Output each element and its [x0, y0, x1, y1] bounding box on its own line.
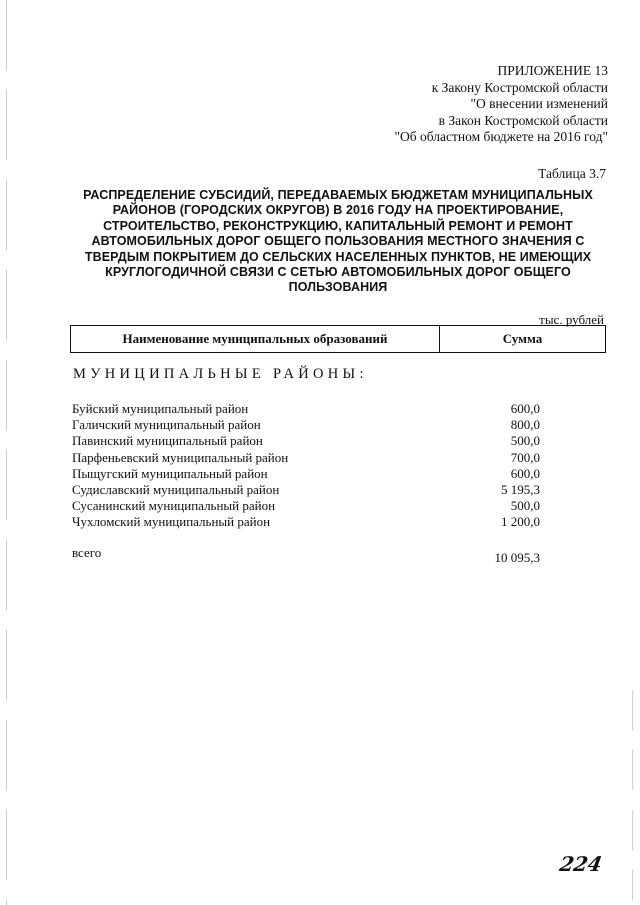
table-row — [72, 514, 612, 530]
total-label: всего — [72, 545, 102, 560]
scan-edge-right — [632, 690, 633, 900]
appendix-line: "Об областном бюджете на 2016 год" — [394, 129, 608, 144]
row-name: Судиславский муниципальный район — [72, 481, 280, 497]
table-row — [72, 417, 612, 433]
row-value: 600,0 — [510, 401, 540, 416]
row-value: 800,0 — [510, 417, 540, 433]
row-name: Сусанинский муниципальный район — [72, 498, 276, 514]
title-line: ТВЕРДЫМ ПОКРЫТИЕМ ДО СЕЛЬСКИХ НАСЕЛЕННЫХ ПУНКТОВ, НЕ ИМЕЮЩИХ — [84, 249, 592, 264]
row-value: 5 195,3 — [501, 481, 540, 497]
row-value: 1 200,0 — [501, 514, 540, 530]
row-value: 500,0 — [510, 433, 540, 449]
table-row — [72, 466, 612, 482]
row-name: Чухломский муниципальный район — [72, 514, 271, 530]
total-value: 10 095,3 — [494, 550, 540, 565]
title-line: СТРОИТЕЛЬСТВО, РЕКОНСТРУКЦИЮ, КАПИТАЛЬНЫЙ РЕМОНТ И РЕМОНТ — [103, 218, 573, 233]
table-row — [72, 498, 612, 514]
title-line: ПОЛЬЗОВАНИЯ — [288, 280, 388, 295]
row-value: 500,0 — [510, 498, 540, 514]
appendix-line: к Закону Костромской области — [431, 79, 608, 95]
title-line: КРУГЛОГОДИЧНОЙ СВЯЗИ С СЕТЬЮ АВТОМОБИЛЬНЫХ ДОРОГ ОБЩЕГО — [105, 265, 571, 280]
row-name: Пыщугский муниципальный район — [72, 465, 268, 481]
column-header-sum: Сумма — [502, 331, 543, 346]
appendix-line: в Закон Костромской области — [438, 112, 608, 128]
title-line: РАЙОНОВ (ГОРОДСКИХ ОКРУГОВ) В 2016 ГОДУ НА ПРОЕКТИРОВАНИЕ, — [112, 203, 564, 218]
table-header — [70, 325, 606, 353]
row-name: Павинский муниципальный район — [72, 433, 263, 449]
section-title: МУНИЦИПАЛЬНЫЕ РАЙОНЫ: — [73, 366, 368, 382]
table-row — [72, 482, 612, 498]
table-row — [72, 401, 612, 417]
row-name: Парфеньевский муниципальный район — [72, 449, 289, 465]
appendix-line: ПРИЛОЖЕНИЕ 13 — [497, 63, 608, 78]
row-value: 700,0 — [510, 449, 540, 465]
row-name: Буйский муниципальный район — [72, 401, 249, 416]
appendix-line: "О внесении изменений — [470, 96, 608, 111]
title-line: АВТОМОБИЛЬНЫХ ДОРОГ ОБЩЕГО ПОЛЬЗОВАНИЯ МЕСТНОГО ЗНАЧЕНИЯ С — [91, 234, 585, 249]
title-line: РАСПРЕДЕЛЕНИЕ СУБСИДИЙ, ПЕРЕДАВАЕМЫХ БЮДЖЕТАМ МУНИЦИПАЛЬНЫХ — [83, 188, 593, 202]
row-value: 600,0 — [510, 465, 540, 481]
page-number: 224 — [557, 852, 604, 876]
table-body — [72, 401, 612, 531]
units-label: тыс. рублей — [539, 312, 604, 327]
document-title — [78, 188, 598, 296]
appendix-header — [395, 63, 609, 146]
table-row — [72, 433, 612, 449]
column-header-name: Наименование муниципальных образований — [71, 326, 440, 352]
row-name: Галичский муниципальный район — [72, 417, 261, 433]
table-label: Таблица 3.7 — [538, 166, 606, 181]
scan-edge-left — [6, 0, 7, 905]
table-row — [72, 450, 612, 466]
